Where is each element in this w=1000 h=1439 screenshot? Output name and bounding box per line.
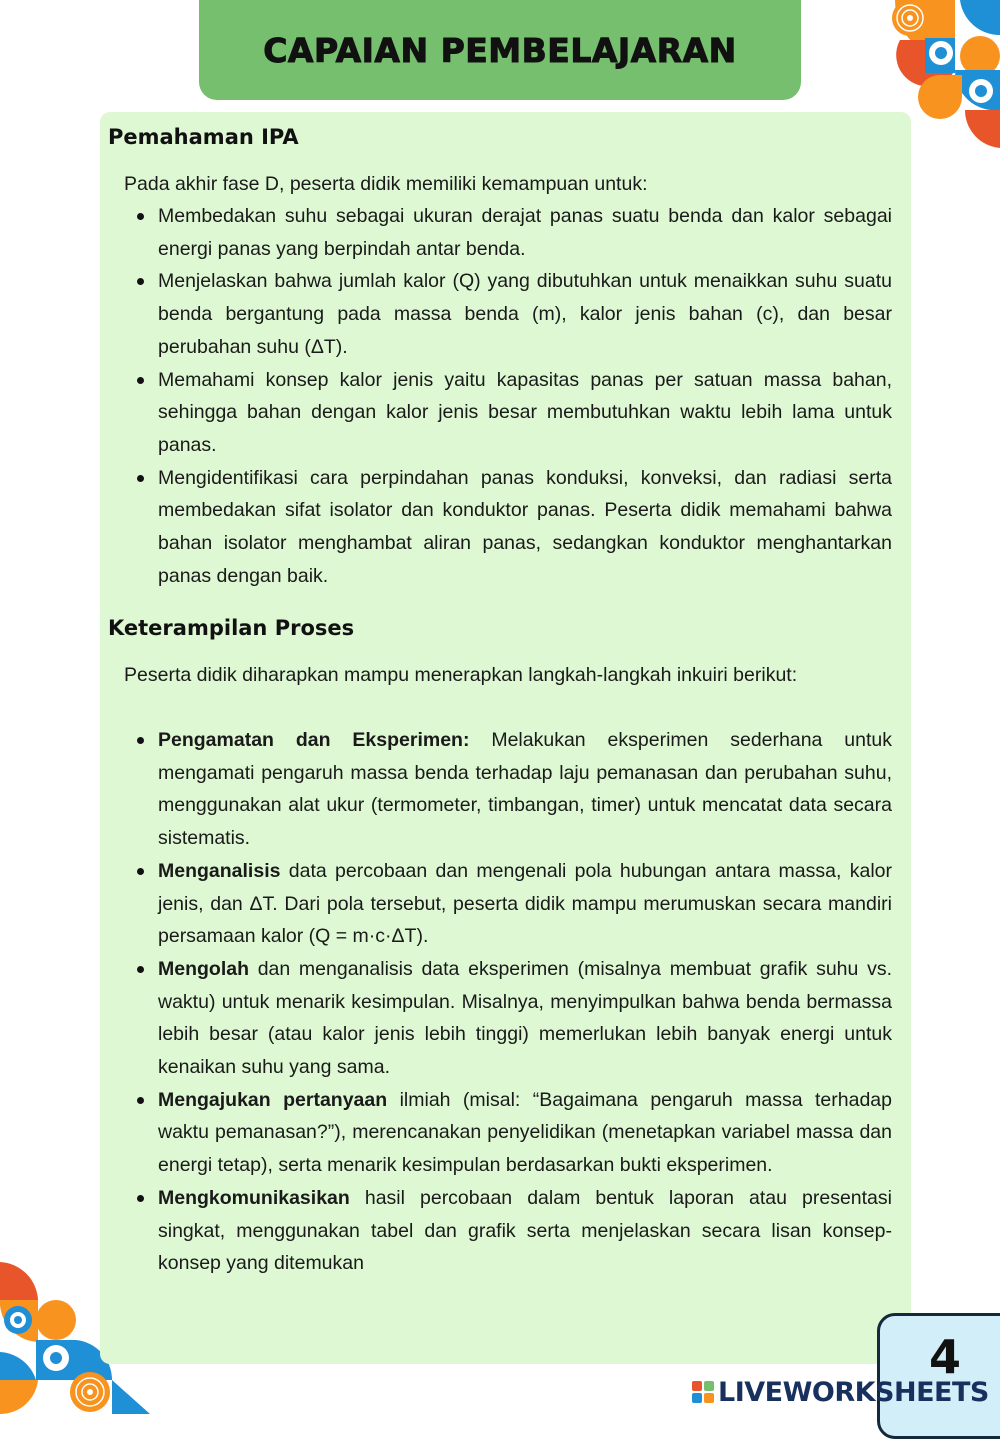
list-item-keyword: Mengajukan pertanyaan	[158, 1088, 388, 1111]
ring-icon-2	[969, 79, 993, 103]
blue-corner-shape	[112, 1380, 150, 1414]
list-item-text: Melakukan eksperimen sederhana untuk mengamati pengaruh massa benda terhadap laju pemanasan dan perubahan suhu, menggunakan alat ukur (termometer, timbangan, timer) untuk mencatat data secara sistematis.	[158, 729, 892, 850]
list-item	[158, 724, 892, 855]
brand-name: LIVEWORKSHEETS	[718, 1376, 989, 1408]
list-item: Menjelaskan bahwa jumlah kalor (Q) yang dibutuhkan untuk menaikkan suhu suatu benda bergantung pada massa benda (m), kalor jenis bahan (c), dan besar perubahan suhu (ΔT).	[158, 265, 892, 363]
page-number: 4	[928, 1330, 961, 1384]
list-item-text: ilmiah (misal: “Bagaimana pengaruh massa terhadap waktu pemanasan?”), merencanakan penyelidikan (menetapkan variabel massa dan energi tetap), serta menarik kesimpulan berdasarkan bukti eksperimen.	[158, 1088, 892, 1177]
red-quarter-shape	[0, 1262, 38, 1300]
spiral-circle-icon	[70, 1372, 110, 1412]
list-item: Membedakan suhu sebagai ukuran derajat panas suatu benda dan kalor sebagai energi panas yang berpindah antar benda.	[158, 200, 892, 265]
section-title-pemahaman: Pemahaman IPA	[108, 125, 299, 149]
list-item	[158, 953, 892, 1084]
orange-drop-shape	[918, 75, 962, 119]
list-item-keyword: Mengolah	[158, 957, 249, 980]
page-title: CAPAIAN PEMBELAJARAN	[263, 30, 737, 70]
spiral-circle-icon	[892, 0, 928, 36]
list-item	[158, 1084, 892, 1182]
list-item-text: data percobaan dan mengenali pola hubungan antara massa, kalor jenis, dan ΔT. Dari pola tersebut, peserta didik mampu merumuskan secara mandiri persamaan kalor (Q = m·c·ΔT).	[158, 859, 892, 948]
list-item-keyword: Menganalisis	[158, 859, 281, 882]
list-item	[158, 1182, 892, 1280]
section-intro-pemahaman: Pada akhir fase D, peserta didik memiliki kemampuan untuk:	[124, 173, 648, 195]
blue-leaf-shape	[0, 1352, 36, 1380]
red-quarter-shape	[965, 110, 1000, 148]
orange-circle	[36, 1300, 76, 1340]
ring-icon	[4, 1306, 32, 1334]
pemahaman-list	[158, 200, 892, 592]
keterampilan-list	[158, 724, 892, 1280]
ring-icon	[929, 41, 953, 65]
title-banner	[199, 0, 801, 100]
ring-icon-2	[43, 1345, 69, 1371]
list-item	[158, 855, 892, 953]
liveworksheets-brand[interactable]	[692, 1375, 989, 1409]
list-item: Memahami konsep kalor jenis yaitu kapasitas panas per satuan massa bahan, sehingga bahan dengan kalor jenis besar membutuhkan waktu lebih lama untuk panas.	[158, 364, 892, 462]
blue-leaf-shape	[960, 0, 1000, 35]
list-item-keyword: Pengamatan dan Eksperimen:	[158, 729, 470, 751]
section-title-keterampilan: Keterampilan Proses	[108, 616, 355, 640]
list-item-keyword: Mengkomunikasikan	[158, 1186, 350, 1209]
list-item: Mengidentifikasi cara perpindahan panas konduksi, konveksi, dan radiasi serta membedakan sifat isolator dan konduktor panas. Peserta didik memahami bahwa bahan isolator menghambat aliran panas, sedangkan konduktor menghantarkan panas dengan baik.	[158, 462, 892, 593]
liveworksheets-logo-icon	[692, 1381, 714, 1403]
section-intro-keterampilan: Peserta didik diharapkan mampu menerapkan langkah-langkah inkuiri berikut:	[124, 664, 798, 686]
list-item-text: dan menganalisis data eksperimen (misalnya membuat grafik suhu vs. waktu) untuk menarik kesimpulan. Misalnya, menyimpulkan bahwa benda bermassa lebih besar (atau kalor jenis lebih tinggi) memerlukan lebih banyak energi untuk kenaikan suhu yang sama.	[158, 957, 892, 1079]
orange-quarter-shape-2	[0, 1380, 38, 1414]
list-item-text: hasil percobaan dalam bentuk laporan atau presentasi singkat, menggunakan tabel dan grafik serta menjelaskan secara lisan konsep-konsep yang ditemukan	[158, 1186, 892, 1275]
